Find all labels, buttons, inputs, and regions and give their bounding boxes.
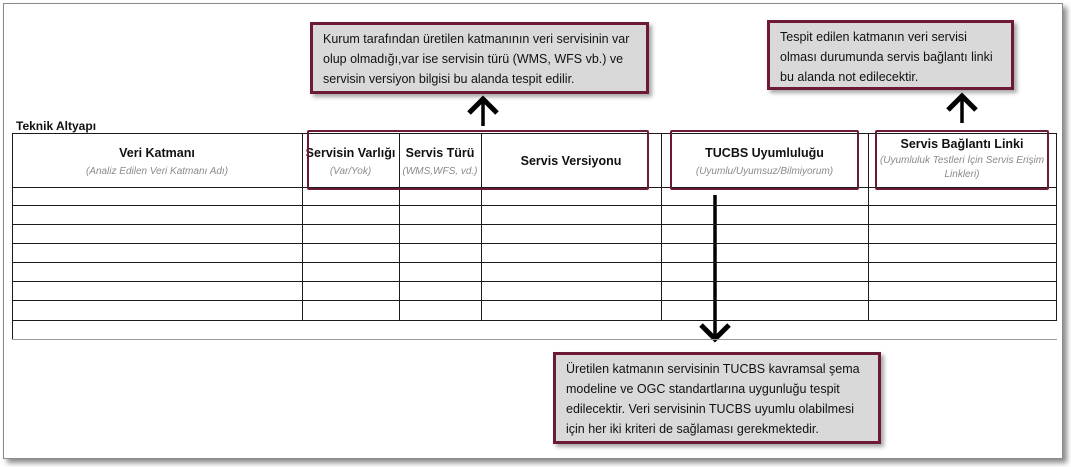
column-title: Servisin Varlığı [305, 146, 396, 160]
column-title: Servis Bağlantı Linki [900, 137, 1024, 151]
arrow-up-icon [945, 93, 979, 125]
highlight-box-tucbs [670, 130, 859, 190]
callout-service-link: Tespit edilen katmanın veri servisi olması durumunda servis bağlantı linki bu alanda not edilecektir. [767, 20, 1014, 90]
callout-tucbs-compliance: Üretilen katmanın servisinin TUCBS kavramsal şema modeline ve OGC standartlarına uygunluğu tespit edilecektir. Veri servisinin TUCBS uyumlu olabilmesi için her iki kriteri de sağlaması gerekmektedir. [553, 352, 881, 444]
column-title: TUCBS Uyumluluğu [705, 146, 824, 160]
column-subtitle: (Var/Yok) [329, 166, 372, 177]
column-subtitle: (Uyumluluk Testleri İçin Servis Erişim Linkleri) [879, 155, 1045, 180]
column-title: Servis Türü [405, 146, 475, 160]
highlight-box-service-info [307, 130, 649, 190]
arrow-up-icon [466, 96, 500, 128]
column-title: Veri Katmanı [119, 146, 195, 160]
arrow-down-icon [698, 195, 732, 345]
column-subtitle: (Uyumlu/Uyumsuz/Bilmiyorum) [695, 166, 834, 177]
highlight-box-link [875, 130, 1049, 190]
column-header-veri-katmani [12, 146, 302, 179]
section-title: Teknik Altyapı [16, 119, 97, 133]
column-title: Servis Versiyonu [520, 154, 622, 168]
callout-service-info: Kurum tarafından üretilen katmanının veri servisinin var olup olmadığı,var ise servisin türü (WMS, WFS vb.) ve servisin versiyon bilgisi bu alanda tespit edilir. [310, 22, 649, 94]
column-subtitle: (Analiz Edilen Veri Katmanı Adı) [85, 166, 229, 177]
column-subtitle: (WMS,WFS, vd.) [402, 166, 478, 177]
